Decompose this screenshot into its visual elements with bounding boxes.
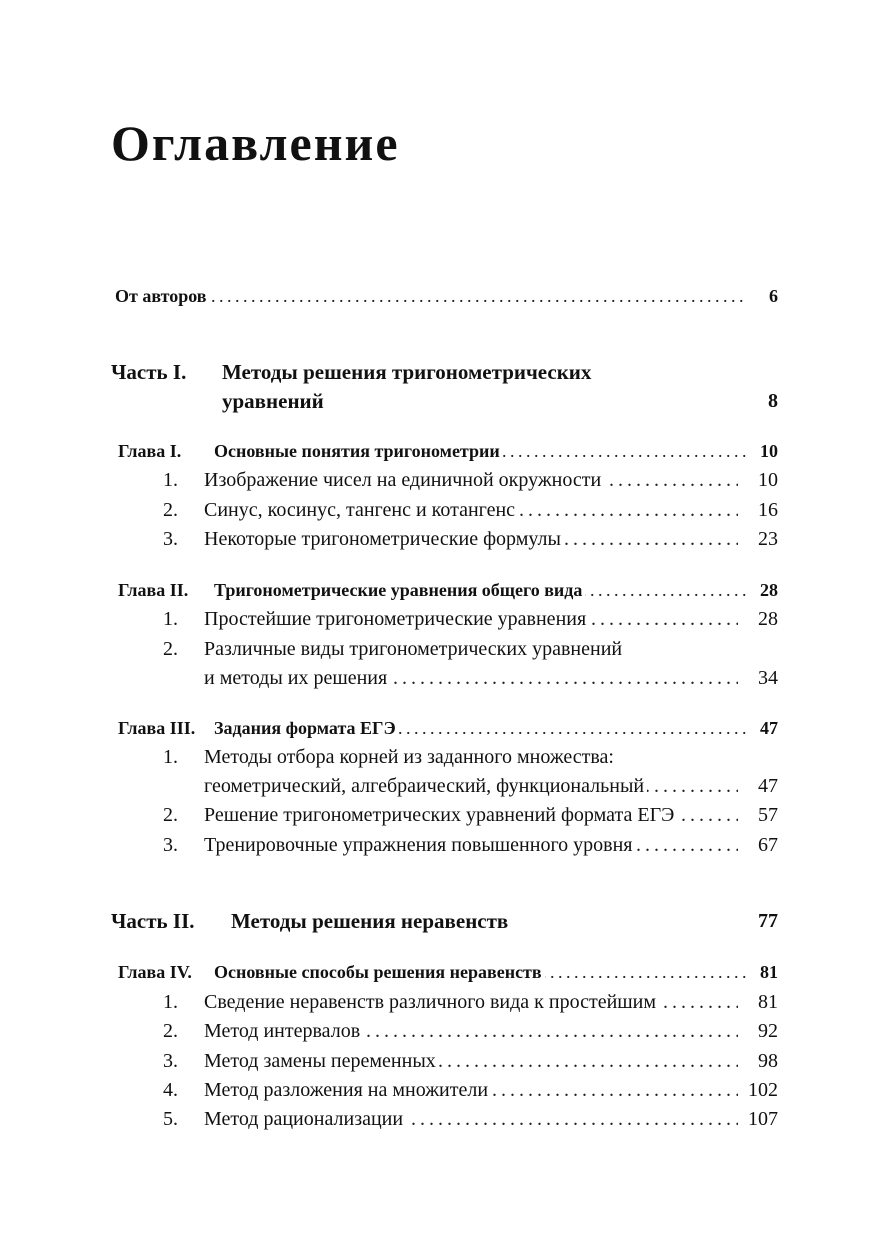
part-label: Часть II.	[111, 909, 195, 933]
toc-section[interactable]	[0, 497, 878, 523]
toc-section[interactable]	[0, 802, 878, 828]
toc-part-1[interactable]	[0, 357, 878, 387]
chapter-label: Глава IV.	[118, 962, 192, 982]
toc-section[interactable]	[0, 832, 878, 858]
section-title: Синус, косинус, тангенс и котангенс	[204, 497, 518, 523]
section-number: 2.	[163, 804, 178, 826]
toc-section[interactable]	[0, 526, 878, 552]
section-number: 1.	[163, 991, 178, 1013]
section-number: 2.	[163, 499, 178, 521]
toc-section-continued[interactable]	[0, 665, 878, 691]
toc-section[interactable]	[0, 1106, 878, 1132]
section-title: Метод замены переменных	[204, 1048, 439, 1074]
leader-dots	[115, 283, 746, 309]
toc-section[interactable]	[0, 636, 878, 662]
chapter-title: Тригонометрические уравнения общего вида	[214, 577, 585, 603]
page-number: 10	[758, 469, 778, 491]
section-number: 5.	[163, 1108, 178, 1130]
section-title-line2: и методы их решения	[204, 665, 390, 691]
toc-section[interactable]	[0, 467, 878, 493]
section-title: Тренировочные упражнения повышенного уровня	[204, 832, 636, 858]
section-title: Решение тригонометрических уравнений формата ЕГЭ	[204, 802, 677, 828]
section-number: 1.	[163, 608, 178, 630]
page-number: 28	[760, 580, 778, 600]
toc-entry-intro[interactable]	[0, 283, 878, 309]
section-title: Метод разложения на множители	[204, 1077, 491, 1103]
toc-chapter[interactable]	[0, 438, 878, 464]
page-number: 8	[768, 390, 778, 412]
page-number: 98	[758, 1050, 778, 1072]
section-title: Изображение чисел на единичной окружности	[204, 467, 604, 493]
section-number: 3.	[163, 1050, 178, 1072]
toc-part-2[interactable]	[0, 906, 878, 936]
page-number: 92	[758, 1020, 778, 1042]
chapter-label: Глава II.	[118, 580, 189, 600]
section-number: 3.	[163, 528, 178, 550]
toc-section-continued[interactable]	[0, 773, 878, 799]
section-title: Метод интервалов	[204, 1018, 363, 1044]
page-number: 81	[758, 991, 778, 1013]
page-number: 34	[758, 667, 778, 689]
page-number: 67	[758, 834, 778, 856]
page-number: 10	[760, 441, 778, 461]
page-number: 6	[769, 286, 778, 306]
page-number: 77	[758, 910, 778, 932]
page-number: 23	[758, 528, 778, 550]
page-number: 107	[748, 1108, 778, 1130]
page-number: 57	[758, 804, 778, 826]
toc-chapter[interactable]	[0, 577, 878, 603]
section-number: 2.	[163, 1020, 178, 1042]
chapter-label: Глава III.	[118, 718, 196, 738]
chapter-title: Задания формата ЕГЭ	[214, 715, 399, 741]
section-number: 2.	[163, 638, 178, 660]
toc-section[interactable]	[0, 1048, 878, 1074]
page-number: 28	[758, 608, 778, 630]
section-title: Методы отбора корней из заданного множества:	[204, 744, 617, 770]
chapter-label: Глава I.	[118, 441, 182, 461]
section-number: 4.	[163, 1079, 178, 1101]
section-number: 1.	[163, 469, 178, 491]
part-title-line1: Методы решения неравенств	[231, 909, 509, 933]
toc-section[interactable]	[0, 606, 878, 632]
toc-section[interactable]	[0, 989, 878, 1015]
entry-text: От авторов	[115, 283, 210, 309]
toc-section[interactable]	[0, 1077, 878, 1103]
toc-section[interactable]	[0, 1018, 878, 1044]
section-title: Метод рационализации	[204, 1106, 406, 1132]
page-number: 102	[748, 1079, 778, 1101]
part-title-line2: уравнений	[222, 389, 324, 413]
toc-chapter[interactable]	[0, 959, 878, 985]
page-number: 81	[760, 962, 778, 982]
toc-section[interactable]	[0, 744, 878, 770]
toc-part-1-line2[interactable]	[0, 386, 878, 416]
section-title: Некоторые тригонометрические формулы	[204, 526, 564, 552]
page-number: 16	[758, 499, 778, 521]
page-number: 47	[758, 775, 778, 797]
part-title-line1: Методы решения тригонометрических	[222, 360, 592, 384]
page-number: 47	[760, 718, 778, 738]
section-number: 3.	[163, 834, 178, 856]
part-label: Часть I.	[111, 360, 187, 384]
section-title: Сведение неравенств различного вида к простейшим	[204, 989, 659, 1015]
section-number: 1.	[163, 746, 178, 768]
section-title-line2: геометрический, алгебраический, функциональный	[204, 773, 647, 799]
page-title: Оглавление	[111, 115, 400, 171]
section-title: Простейшие тригонометрические уравнения	[204, 606, 589, 632]
chapter-title: Основные способы решения неравенств	[214, 959, 545, 985]
section-title: Различные виды тригонометрических уравнений	[204, 636, 625, 662]
chapter-title: Основные понятия тригонометрии	[214, 438, 503, 464]
toc-chapter[interactable]	[0, 715, 878, 741]
